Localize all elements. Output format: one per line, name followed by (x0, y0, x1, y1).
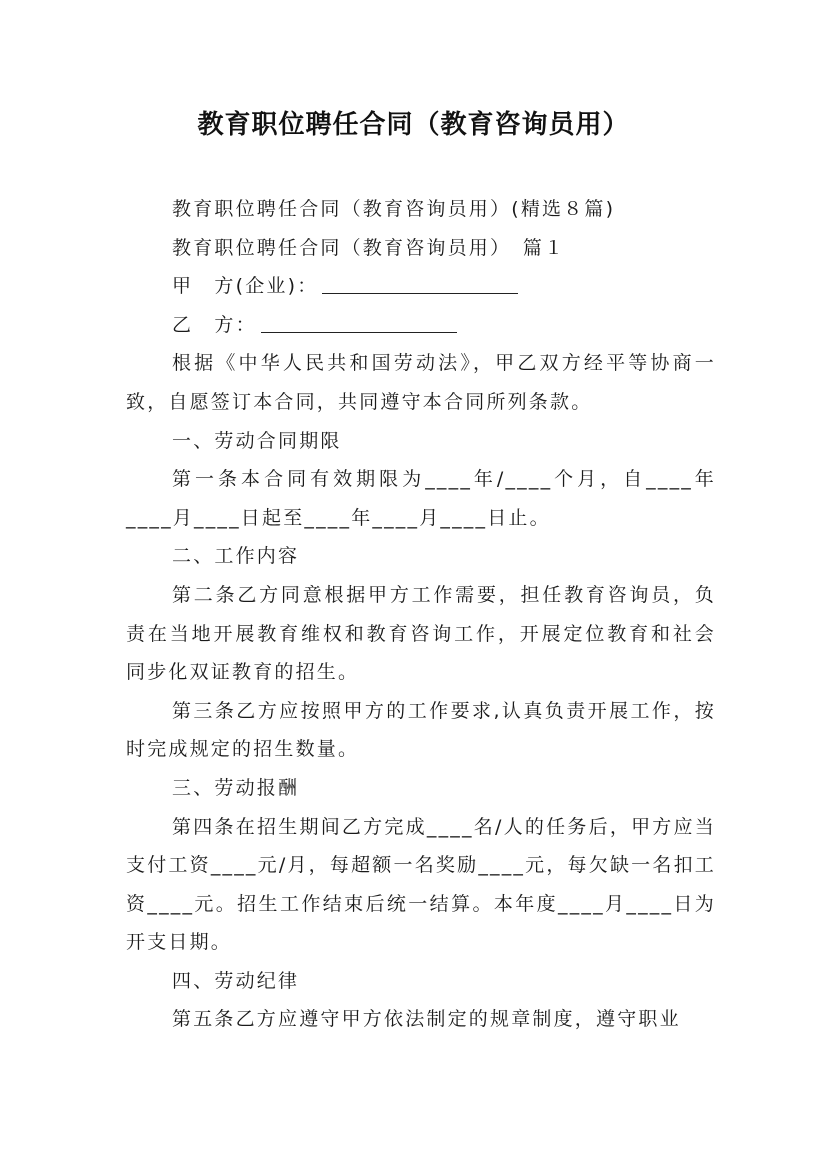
article-3: 第三条乙方应按照甲方的工作要求,认真负责开展工作，按时完成规定的招生数量。 (126, 699, 716, 761)
section-heading-4: 四、劳动纪律 (172, 969, 300, 992)
article-5: 第五条乙方应遵守甲方依法制定的规章制度，遵守职业 (172, 1008, 681, 1031)
party-a-blank (322, 273, 518, 294)
section-heading-3: 三、劳动报酬 (172, 776, 300, 799)
party-a-label: 甲 方(企业)： (172, 275, 319, 298)
intro-paragraph: 根据《中华人民共和国劳动法》，甲乙双方经平等协商一致，自愿签订本合同，共同遵守本合同所列条款。 (126, 352, 716, 413)
document-title: 教育职位聘任合同（教育咨询员用） (197, 110, 630, 140)
party-b-blank (261, 312, 457, 333)
party-b-label: 乙 方： (172, 313, 257, 336)
section-heading-1: 一、劳动合同期限 (172, 429, 342, 452)
document-body (126, 190, 716, 1039)
article-2: 第二条乙方同意根据甲方工作需要，担任教育咨询员，负责在当地开展教育维权和教育咨询工作，开展定位教育和社会同步化双证教育的招生。 (126, 583, 716, 684)
section-heading-2: 二、工作内容 (172, 545, 300, 568)
party-a-line (126, 267, 716, 306)
article-1: 第一条本合同有效期限为____年/____个月，自____年____月____日起至____年____月____日止。 (126, 468, 716, 529)
subtitle: 教育职位聘任合同（教育咨询员用）(精选８篇) (172, 198, 616, 220)
party-b-line (126, 306, 716, 345)
article-4: 第四条在招生期间乙方完成____名/人的任务后，甲方应当支付工资____元/月，每超额一名奖励____元，每欠缺一名扣工资____元。招生工作结束后统一结算。本年度____月____日为开支日期。 (126, 815, 716, 954)
part-heading: 教育职位聘任合同（教育咨询员用） 篇１ (172, 236, 566, 259)
